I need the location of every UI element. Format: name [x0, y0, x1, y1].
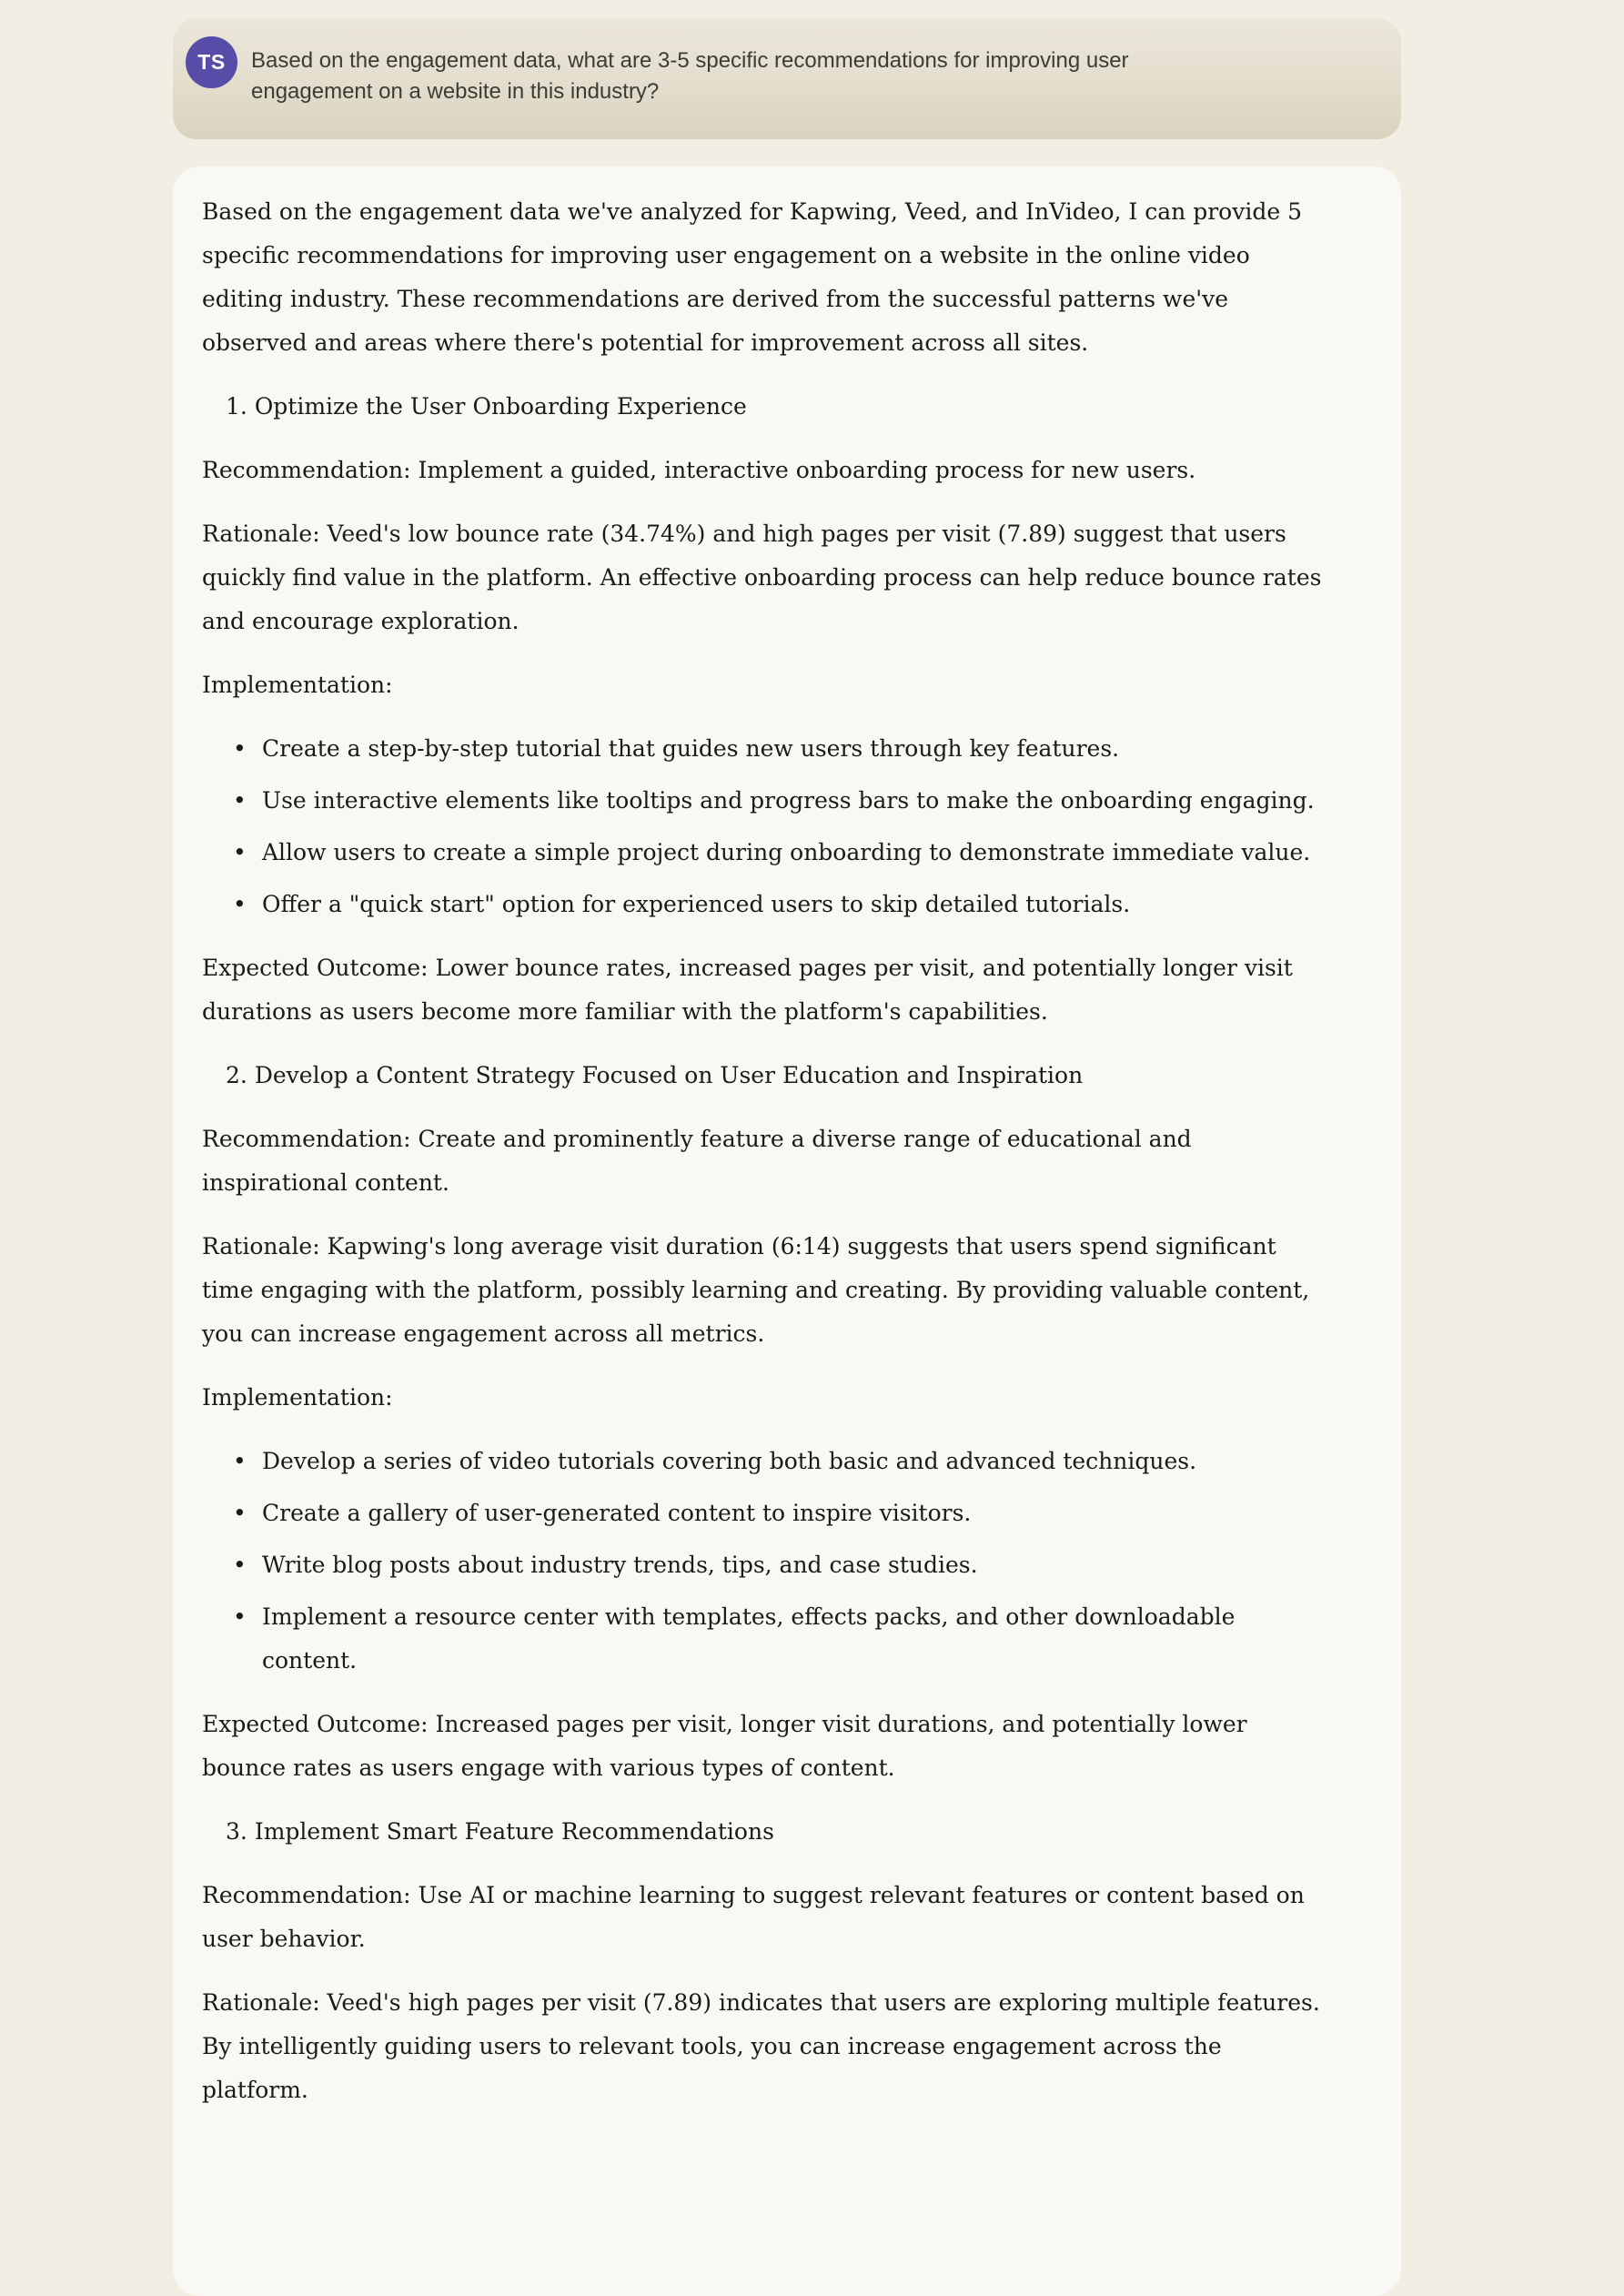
- section-expected-outcome: Expected Outcome: Increased pages per visit, longer visit durations, and potentially lower bounce rates as users engage with various types of content.: [202, 1711, 1247, 1781]
- section-expected-outcome: Expected Outcome: Lower bounce rates, increased pages per visit, and potentially longer visit durations as users become more familiar with the platform's capabilities.: [202, 955, 1293, 1025]
- implementation-item: • Develop a series of video tutorials covering both basic and advanced techniques.: [262, 1440, 1328, 1483]
- implementation-item: • Create a gallery of user-generated content to inspire visitors.: [262, 1492, 1328, 1535]
- implementation-list: [202, 727, 1328, 926]
- implementation-item: • Write blog posts about industry trends, tips, and case studies.: [262, 1543, 1328, 1587]
- response-intro: Based on the engagement data we've analyzed for Kapwing, Veed, and InVideo, I can provide 5 specific recommendations for improving user engagement on a website in the online video editing industry. These recommendations are derived from the successful patterns we've observed and areas where there's potential for improvement across all sites.: [202, 198, 1302, 356]
- section-heading: [202, 1810, 1328, 1854]
- section-heading: [202, 385, 1328, 429]
- section-number: 1.: [226, 393, 247, 420]
- section-number: 3.: [226, 1818, 247, 1845]
- section-heading: [202, 1054, 1328, 1097]
- assistant-response-card: [173, 167, 1401, 2296]
- implementation-item: • Create a step-by-step tutorial that guides new users through key features.: [262, 727, 1328, 771]
- implementation-list: [202, 1440, 1328, 1683]
- recommendation-sections: [202, 385, 1328, 2112]
- section-number: 2.: [226, 1062, 247, 1088]
- recommendation-section: [202, 385, 1328, 1034]
- implementation-item: • Allow users to create a simple project during onboarding to demonstrate immediate value.: [262, 831, 1328, 875]
- section-title: Implement Smart Feature Recommendations: [254, 1818, 774, 1845]
- section-recommendation: Recommendation: Implement a guided, interactive onboarding process for new users.: [202, 457, 1196, 483]
- user-avatar-initials: TS: [197, 50, 226, 74]
- implementation-label: Implementation:: [202, 672, 393, 698]
- assistant-response-text: [202, 190, 1328, 2112]
- section-recommendation: Recommendation: Use AI or machine learning to suggest relevant features or content based on user behavior.: [202, 1882, 1305, 1952]
- user-message: [173, 18, 1401, 139]
- user-message-text: Based on the engagement data, what are 3-5 specific recommendations for improving user engagement on a website in this industry?: [251, 48, 1129, 104]
- user-avatar: [186, 36, 237, 88]
- implementation-label: Implementation:: [202, 1384, 393, 1411]
- section-recommendation: Recommendation: Create and prominently feature a diverse range of educational and inspirational content.: [202, 1126, 1192, 1196]
- implementation-item: • Use interactive elements like tooltips and progress bars to make the onboarding engaging.: [262, 779, 1328, 823]
- recommendation-section: [202, 1810, 1328, 2112]
- chat-thread: [173, 18, 1401, 2296]
- section-title: Develop a Content Strategy Focused on User Education and Inspiration: [254, 1062, 1084, 1088]
- recommendation-section: [202, 1054, 1328, 1790]
- implementation-item: • Offer a "quick start" option for experienced users to skip detailed tutorials.: [262, 883, 1328, 926]
- section-rationale: Rationale: Kapwing's long average visit duration (6:14) suggests that users spend significant time engaging with the platform, possibly learning and creating. By providing valuable content, you can increase engagement across all metrics.: [202, 1233, 1310, 1347]
- section-rationale: Rationale: Veed's high pages per visit (7.89) indicates that users are exploring multiple features. By intelligently guiding users to relevant tools, you can increase engagement across the platform.: [202, 1989, 1320, 2103]
- section-rationale: Rationale: Veed's low bounce rate (34.74%) and high pages per visit (7.89) suggest that users quickly find value in the platform. An effective onboarding process can help reduce bounce rates and encourage exploration.: [202, 521, 1322, 634]
- implementation-item: • Implement a resource center with templates, effects packs, and other downloadable content.: [262, 1595, 1328, 1683]
- section-title: Optimize the User Onboarding Experience: [254, 393, 747, 420]
